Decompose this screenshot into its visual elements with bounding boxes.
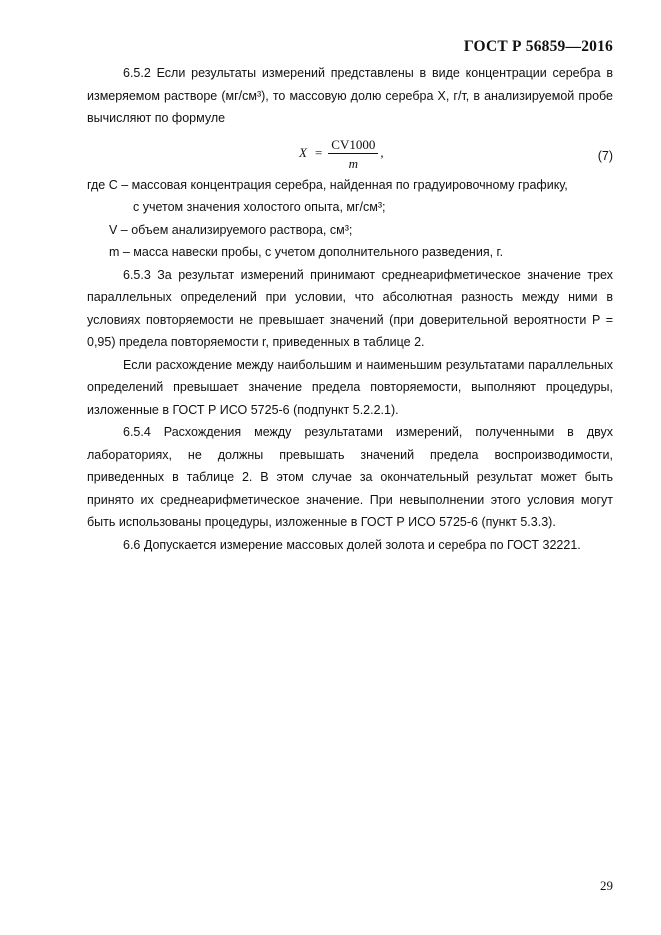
formula-denominator: m [348, 155, 359, 171]
paragraph-6-5-4: 6.5.4 Расхождения между результатами измерений, полученными в двух лабораториях, не должны превышать значений предела воспроизводимости, приведенных в таблице 2. В этом случае за окончательный результат может быть принято их среднеарифметическое значение. При невыполнении этого условия могут быть использованы процедуры, изложенные в ГОСТ Р ИСО 5725-6 (пункт 5.3.3). [87, 425, 613, 529]
definition-c: где C – массовая концентрация серебра, найденная по градуировочному графику, [87, 177, 568, 192]
standard-id-header: ГОСТ Р 56859—2016 [463, 38, 613, 55]
document-body [87, 62, 613, 556]
formula-7 [299, 136, 384, 172]
paragraph-6-5-2: 6.5.2 Если результаты измерений представлены в виде концентрации серебра в измеряемом растворе (мг/см³), то массовую долю серебра X, г/т, в анализируемой пробе вычисляют по формуле [87, 66, 613, 125]
definition-c-continued: с учетом значения холостого опыта, мг/см³; [133, 200, 386, 214]
formula-trailing-comma: , [380, 145, 384, 161]
formula-equals: = [314, 145, 323, 161]
formula-number: (7) [597, 148, 613, 163]
paragraph-6-6: 6.6 Допускается измерение массовых долей золота и серебра по ГОСТ 32221. [123, 537, 581, 552]
formula-lhs: X [299, 145, 307, 161]
definition-v: V – объем анализируемого раствора, см³; [109, 222, 353, 237]
formula-block [87, 136, 613, 172]
definition-m: m – масса навески пробы, с учетом дополнительного разведения, г. [109, 245, 504, 259]
paragraph-6-5-3: 6.5.3 За результат измерений принимают среднеарифметическое значение трех параллельных определений при условии, что абсолютная разность между ними в условиях повторяемости не превышает значений (при доверительной вероятности P = 0,95) предела повторяемости r, приведенных в таблице 2. [87, 267, 613, 349]
page-number: 29 [600, 878, 613, 893]
formula-numerator: CV1000 [328, 137, 378, 154]
formula-fraction [328, 137, 378, 171]
paragraph-6-5-3-continued: Если расхождение между наибольшим и наименьшим результатами параллельных определений превышает значение предела повторяемости, выполняют процедуры, изложенные в ГОСТ Р ИСО 5725-6 (подпункт 5.2.2.1). [87, 357, 613, 417]
